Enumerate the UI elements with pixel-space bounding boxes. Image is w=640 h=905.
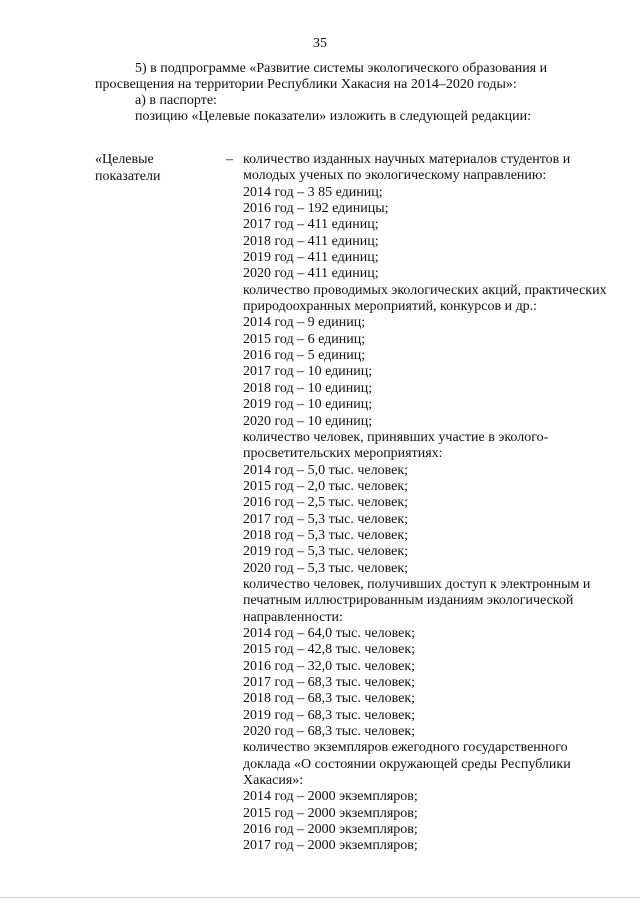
intro-paragraph-2: а) в паспорте: <box>135 93 217 108</box>
indicator-value-line: 2017 год – 68,3 тыс. человек; <box>243 675 416 690</box>
indicator-block <box>243 577 608 740</box>
indicator-block <box>243 740 608 854</box>
indicator-value-line: 2019 год – 411 единиц; <box>243 250 379 266</box>
page-bottom-rule <box>0 897 640 898</box>
indicator-value-line: 2017 год – 10 единиц; <box>243 364 373 380</box>
indicator-block <box>243 283 608 430</box>
indicator-value-line: 2020 год – 5,3 тыс. человек; <box>243 560 409 576</box>
indicator-block <box>243 430 608 577</box>
indicator-title-line: доклада «О состоянии окружающей среды Республики <box>243 756 571 772</box>
intro-paragraph-3: позицию «Целевые показатели» изложить в следующей редакции: <box>135 109 531 124</box>
indicator-value-line: 2018 год – 68,3 тыс. человек; <box>243 691 416 707</box>
indicator-value-line: 2019 год – 5,3 тыс. человек; <box>243 544 409 560</box>
indicator-value-line: 2014 год – 5,0 тыс. человек; <box>243 462 409 478</box>
indicator-value-line: 2020 год – 411 единиц; <box>243 266 379 282</box>
label-line-1: «Целевые <box>95 152 154 167</box>
indicator-value-line: 2014 год – 64,0 тыс. человек; <box>243 625 416 641</box>
indicator-value-line: 2018 год – 10 единиц; <box>243 380 373 396</box>
indicator-block <box>243 152 608 283</box>
intro-text <box>95 61 597 125</box>
indicator-title-line: количество изданных научных материалов студентов и <box>243 152 571 167</box>
indicator-value-line: 2020 год – 68,3 тыс. человек; <box>243 724 416 740</box>
indicator-title-line: направленности: <box>243 609 343 625</box>
indicator-value-line: 2018 год – 411 единиц; <box>243 233 379 249</box>
indicator-title-line: количество человек, получивших доступ к электронным и <box>243 576 591 592</box>
indicator-value-line: 2016 год – 32,0 тыс. человек; <box>243 658 416 674</box>
indicator-value-line: 2015 год – 2,0 тыс. человек; <box>243 478 409 494</box>
indicator-value-line: 2014 год – 2000 экземпляров; <box>243 789 418 805</box>
indicator-title-line: природоохранных мероприятий, конкурсов и др.: <box>243 299 538 315</box>
indicator-title-line: молодых ученых по экологическому направлению: <box>243 168 547 184</box>
target-indicators-label <box>95 152 205 185</box>
indicator-value-line: 2017 год – 5,3 тыс. человек; <box>243 511 409 527</box>
indicator-title-line: количество человек, принявших участие в эколого- <box>243 429 549 445</box>
indicator-value-line: 2016 год – 192 единицы; <box>243 201 389 217</box>
indicator-value-line: 2020 год – 10 единиц; <box>243 413 373 429</box>
dash-separator: – <box>226 152 233 167</box>
indicator-value-line: 2019 год – 10 единиц; <box>243 397 373 413</box>
page-number: 35 <box>313 36 327 51</box>
indicator-value-line: 2015 год – 6 единиц; <box>243 331 366 347</box>
indicator-value-line: 2019 год – 68,3 тыс. человек; <box>243 707 416 723</box>
indicator-value-line: 2015 год – 2000 экземпляров; <box>243 805 418 821</box>
indicator-value-line: 2017 год – 411 единиц; <box>243 217 379 233</box>
indicator-value-line: 2015 год – 42,8 тыс. человек; <box>243 642 416 658</box>
intro-paragraph-1-cont: просвещения на территории Республики Хакасия на 2014–2020 годы»: <box>95 77 517 92</box>
indicator-value-line: 2017 год – 2000 экземпляров; <box>243 838 418 854</box>
indicator-value-line: 2018 год – 5,3 тыс. человек; <box>243 527 409 543</box>
intro-paragraph-1 <box>95 61 597 93</box>
intro-paragraph-1-main: 5) в подпрограмме «Развитие системы экологического образования и <box>135 61 548 76</box>
indicator-value-line: 2014 год – 9 единиц; <box>243 315 366 331</box>
indicator-value-line: 2016 год – 2000 экземпляров; <box>243 822 418 838</box>
indicator-title-line: Хакасия»: <box>243 773 304 789</box>
indicator-title-line: количество экземпляров ежегодного государственного <box>243 740 568 756</box>
indicator-value-line: 2016 год – 5 единиц; <box>243 348 366 364</box>
indicator-value-line: 2016 год – 2,5 тыс. человек; <box>243 495 409 511</box>
indicator-title-line: просветительских мероприятиях: <box>243 446 443 462</box>
indicator-value-line: 2014 год – 3 85 единиц; <box>243 184 383 200</box>
label-line-2: показатели <box>95 168 161 184</box>
indicator-title-line: количество проводимых экологических акций, практических <box>243 282 607 298</box>
indicators-list <box>243 152 608 855</box>
indicator-title-line: печатным иллюстрированным изданиям экологической <box>243 593 574 609</box>
